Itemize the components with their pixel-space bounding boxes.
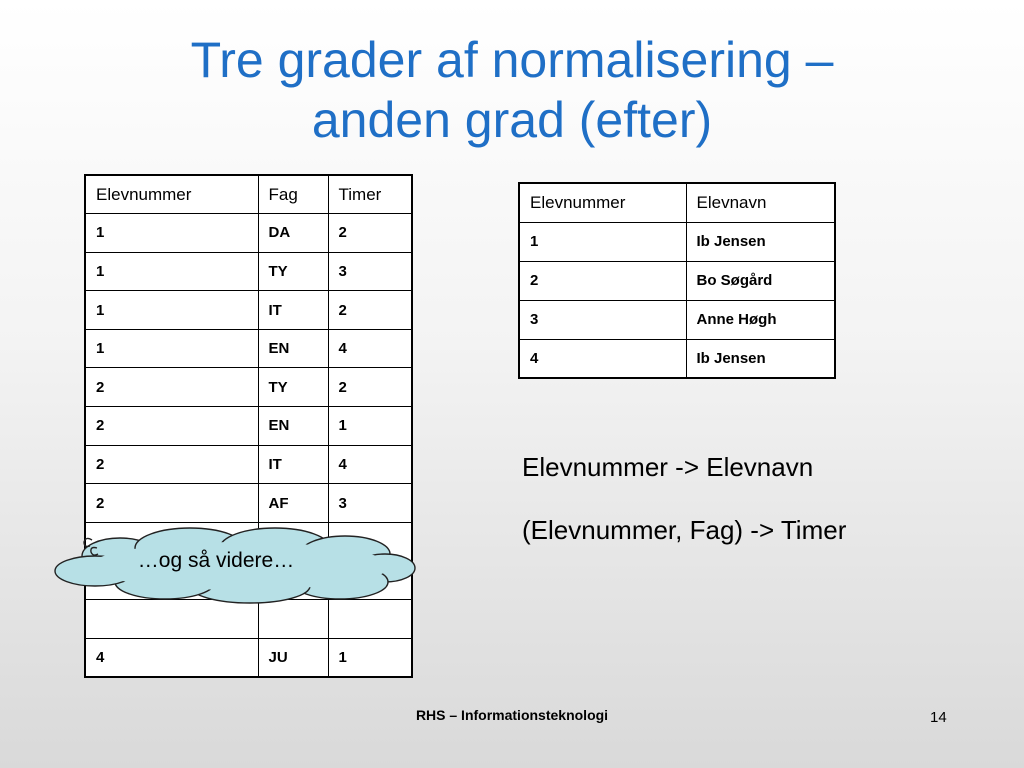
table-cell: 2	[519, 261, 686, 300]
table-cell: 2	[85, 368, 258, 407]
table-row	[85, 214, 412, 253]
table-cell: 2	[85, 407, 258, 446]
table-cell: 4	[85, 638, 258, 677]
table-cell: 2	[85, 484, 258, 523]
slide-title-line-1: Tre grader af normalisering –	[190, 32, 834, 88]
footer-text: RHS – Informationsteknologi	[415, 707, 609, 723]
column-header-timer: Timer	[328, 175, 412, 214]
table-cell: IT	[258, 291, 328, 330]
table-row	[85, 368, 412, 407]
table-cell: 1	[85, 214, 258, 253]
dependency-line-1: Elevnummer -> Elevnavn	[522, 452, 814, 482]
table-cell: 2	[328, 291, 412, 330]
table-cell: IT	[258, 445, 328, 484]
table-cell: DA	[258, 214, 328, 253]
table-row	[85, 484, 412, 523]
table-cell: 2	[328, 214, 412, 253]
table-cell: Bo Søgård	[686, 261, 835, 300]
table-row	[519, 300, 835, 339]
table-row	[519, 261, 835, 300]
page-number: 14	[930, 709, 947, 726]
table-row	[85, 252, 412, 291]
table-cell: 1	[328, 407, 412, 446]
table-cell: 1	[85, 252, 258, 291]
table-header-row	[519, 183, 835, 222]
slide-title-line-2: anden grad (efter)	[311, 92, 713, 148]
table-cell: Ib Jensen	[686, 339, 835, 378]
column-header-fag: Fag	[258, 175, 328, 214]
table-cell: 1	[328, 638, 412, 677]
slide-title	[0, 30, 1024, 150]
table-row	[85, 291, 412, 330]
table-row	[519, 222, 835, 261]
table-header-row	[85, 175, 412, 214]
table-cell: 3	[519, 300, 686, 339]
table-cell: JU	[258, 638, 328, 677]
table-cell: Anne Høgh	[686, 300, 835, 339]
table-cell: EN	[258, 407, 328, 446]
column-header-elevnavn: Elevnavn	[686, 183, 835, 222]
table-cell: 1	[85, 291, 258, 330]
table-cell: 3	[328, 252, 412, 291]
table-row	[85, 329, 412, 368]
table-row	[85, 445, 412, 484]
table-cell: 3	[328, 484, 412, 523]
table-cell: 1	[519, 222, 686, 261]
column-header-elevnummer: Elevnummer	[519, 183, 686, 222]
dependency-line-2: (Elevnummer, Fag) -> Timer	[522, 515, 847, 545]
table-row	[519, 339, 835, 378]
column-header-elevnummer: Elevnummer	[85, 175, 258, 214]
table-cell: AF	[258, 484, 328, 523]
table-cell: 2	[328, 368, 412, 407]
table-cell: Ib Jensen	[686, 222, 835, 261]
table-cell: 1	[85, 329, 258, 368]
table-row	[85, 407, 412, 446]
table-cell: 2	[85, 445, 258, 484]
table-row	[85, 638, 412, 677]
table-cell: TY	[258, 368, 328, 407]
table-cell: EN	[258, 329, 328, 368]
table-cell: 4	[519, 339, 686, 378]
callout-text: …og så videre…	[137, 549, 295, 572]
students-table	[518, 182, 836, 379]
table-cell: TY	[258, 252, 328, 291]
table-cell: 4	[328, 329, 412, 368]
table-cell: 4	[328, 445, 412, 484]
